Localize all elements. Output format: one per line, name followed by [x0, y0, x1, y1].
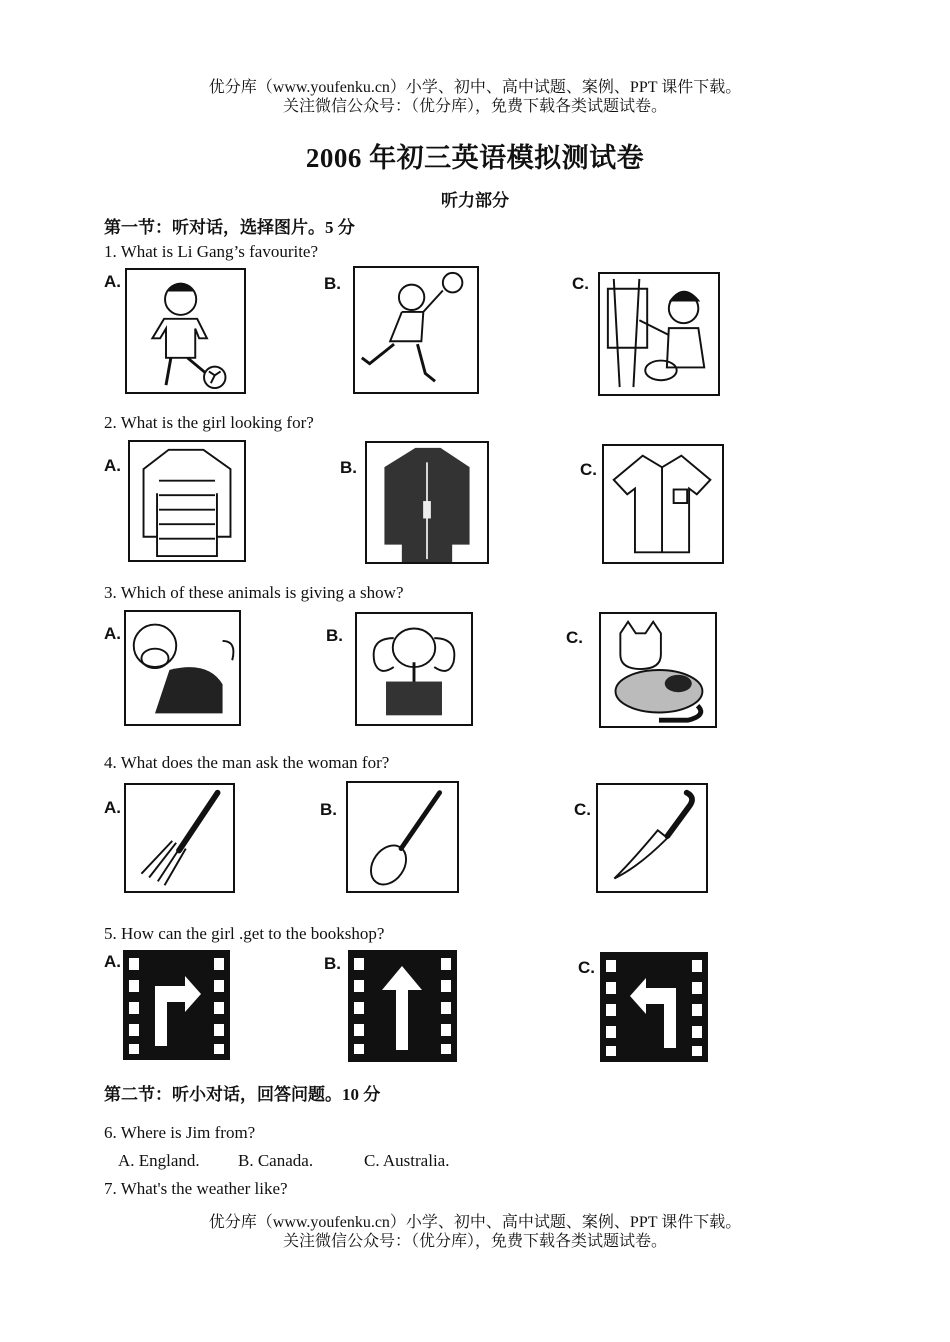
q1-option-a: A. — [104, 272, 121, 291]
spoon-icon — [346, 781, 459, 893]
q5-option-b: B. — [324, 954, 341, 973]
watermark-bottom-line2: 关注微信公众号：（优分库），免费下载各类试题试卷。 — [282, 1233, 667, 1250]
q1-option-c: C. — [572, 274, 589, 293]
turn-left-sign-icon — [600, 952, 708, 1062]
q6-choice-b: B. Canada. — [238, 1151, 314, 1170]
watermark-bottom-line1: 优分库（www.youfenku.cn）小学、初中、高中试题、案例、PPT 课件下载。 — [208, 1214, 742, 1231]
q2-option-b: B. — [340, 458, 357, 477]
shirt-icon — [602, 444, 724, 564]
boy-playing-basketball-icon — [353, 266, 479, 394]
question-1: 1. What is Li Gang’s favourite? — [104, 242, 319, 261]
q2-option-c: C. — [580, 460, 597, 479]
watermark-top-line2: 关注微信公众号：（优分库），免费下载各类试题试卷。 — [282, 98, 667, 115]
q1-option-b: B. — [324, 274, 341, 293]
sweater-icon — [128, 440, 246, 562]
knife-icon — [596, 783, 708, 893]
cat-icon — [599, 612, 717, 728]
q5-option-a: A. — [104, 952, 121, 971]
question-2: 2. What is the girl looking for? — [104, 413, 314, 432]
fork-icon — [124, 783, 235, 893]
turn-right-sign-icon — [123, 950, 230, 1060]
boy-playing-football-icon — [125, 268, 246, 394]
q4-option-a: A. — [104, 798, 121, 817]
question-5: 5. How can the girl .get to the bookshop? — [104, 924, 385, 943]
q3-option-b: B. — [326, 626, 343, 645]
q4-option-b: B. — [320, 800, 337, 819]
monkey-icon — [124, 610, 241, 726]
elephant-icon — [355, 612, 473, 726]
q5-option-c: C. — [578, 958, 595, 977]
question-7: 7. What's the weather like? — [104, 1179, 288, 1198]
q6-choice-c: C. Australia. — [364, 1151, 450, 1170]
section-1-heading: 第一节：听对话，选择图片。5 分 — [104, 218, 355, 237]
q4-option-c: C. — [574, 800, 591, 819]
q3-option-a: A. — [104, 624, 121, 643]
question-6: 6. Where is Jim from? — [104, 1123, 256, 1142]
watermark-top-line1: 优分库（www.youfenku.cn）小学、初中、高中试题、案例、PPT 课件下载。 — [208, 79, 742, 96]
q2-option-a: A. — [104, 456, 121, 475]
question-3: 3. Which of these animals is giving a show? — [104, 583, 404, 602]
page-title: 2006 年初三英语模拟测试卷 — [305, 143, 645, 173]
q3-option-c: C. — [566, 628, 583, 647]
jacket-icon — [365, 441, 489, 564]
q6-choice-a: A. England. — [118, 1151, 200, 1170]
page-subtitle: 听力部分 — [441, 191, 509, 210]
section-2-heading: 第二节：听小对话，回答问题。10 分 — [104, 1085, 381, 1104]
boy-painting-icon — [598, 272, 720, 396]
go-straight-sign-icon — [348, 950, 457, 1062]
question-4: 4. What does the man ask the woman for? — [104, 753, 390, 772]
